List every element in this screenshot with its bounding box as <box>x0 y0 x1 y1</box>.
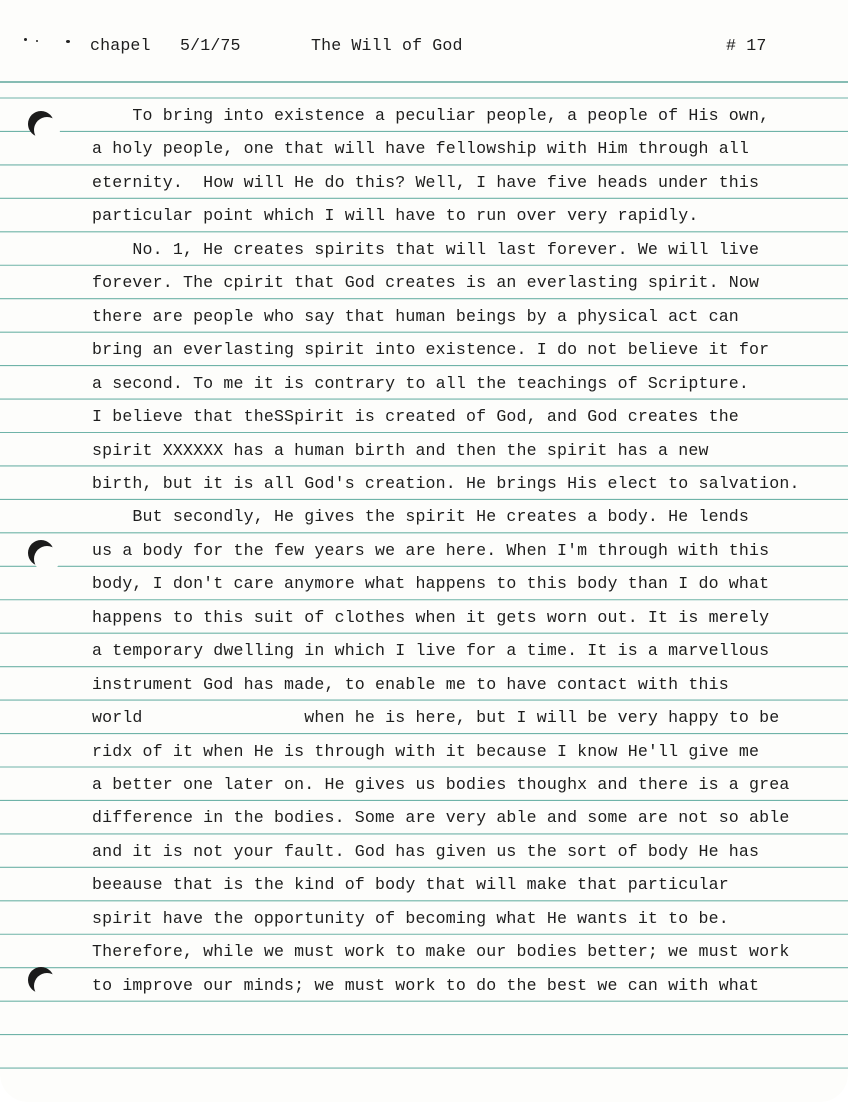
text-line: difference in the bodies. Some are very able and some are not so able <box>92 808 790 828</box>
header-date: 5/1/75 <box>180 36 241 55</box>
text-line: happens to this suit of clothes when it gets worn out. It is merely <box>92 607 770 627</box>
text-line: No. 1, He creates spirits that will last forever. We will live <box>92 239 760 259</box>
text-line: to improve our minds; we must work to do the best we can with what <box>92 975 760 995</box>
text-line: particular point which I will have to run over very rapidly. <box>92 206 699 226</box>
text-line: ridx of it when He is through with it because I know He'll give me <box>92 741 760 761</box>
text-line: and it is not your fault. God has given us the sort of body He has <box>92 841 760 861</box>
speck-mark <box>24 38 27 41</box>
binder-hole-middle <box>28 540 54 566</box>
text-line: us a body for the few years we are here. When I'm through with this <box>92 540 770 560</box>
text-line: there are people who say that human beings by a physical act can <box>92 306 739 326</box>
text-line: a better one later on. He gives us bodies thoughx and there is a grea <box>92 775 790 794</box>
text-line: world when he is here, but I will be very happy to be <box>92 708 780 728</box>
text-line: forever. The cpirit that God creates is an everlasting spirit. Now <box>92 273 760 293</box>
text-line: But secondly, He gives the spirit He creates a body. He lends <box>92 507 750 527</box>
text-line: a second. To me it is contrary to all the teachings of Scripture. <box>92 373 750 393</box>
text-line: To bring into existence a peculiar people, a people of His own, <box>92 106 770 125</box>
text-line: body, I don't care anymore what happens to this body than I do what <box>92 574 770 594</box>
text-line: I believe that theSSpirit is created of God, and God creates the <box>92 407 739 427</box>
text-line: birth, but it is all God's creation. He brings His elect to salvation. <box>92 473 800 493</box>
speck-mark <box>36 40 38 42</box>
text-line: bring an everlasting spirit into existence. I do not believe it for <box>92 340 770 360</box>
text-line: eternity. How will He do this? Well, I have five heads under this <box>92 172 760 192</box>
binder-hole-bottom <box>28 967 54 993</box>
text-line: a temporary dwelling in which I live for a time. It is a marvellous <box>92 641 770 661</box>
text-line: spirit have the opportunity of becoming what He wants it to be. <box>92 908 729 928</box>
text-line: spirit XXXXXX has a human birth and then the spirit has a new <box>92 440 709 460</box>
header-label: chapel <box>90 36 151 55</box>
header-title: The Will of God <box>311 36 463 55</box>
text-line: beeause that is the kind of body that will make that particular <box>92 875 729 895</box>
text-line: instrument God has made, to enable me to have contact with this <box>92 674 729 694</box>
text-line: a holy people, one that will have fellowship with Him through all <box>92 139 750 159</box>
speck-mark <box>66 40 70 43</box>
binder-hole-top <box>28 111 54 137</box>
text-line: Therefore, while we must work to make our bodies better; we must work <box>92 942 790 962</box>
header-page-number: # 17 <box>726 36 767 55</box>
